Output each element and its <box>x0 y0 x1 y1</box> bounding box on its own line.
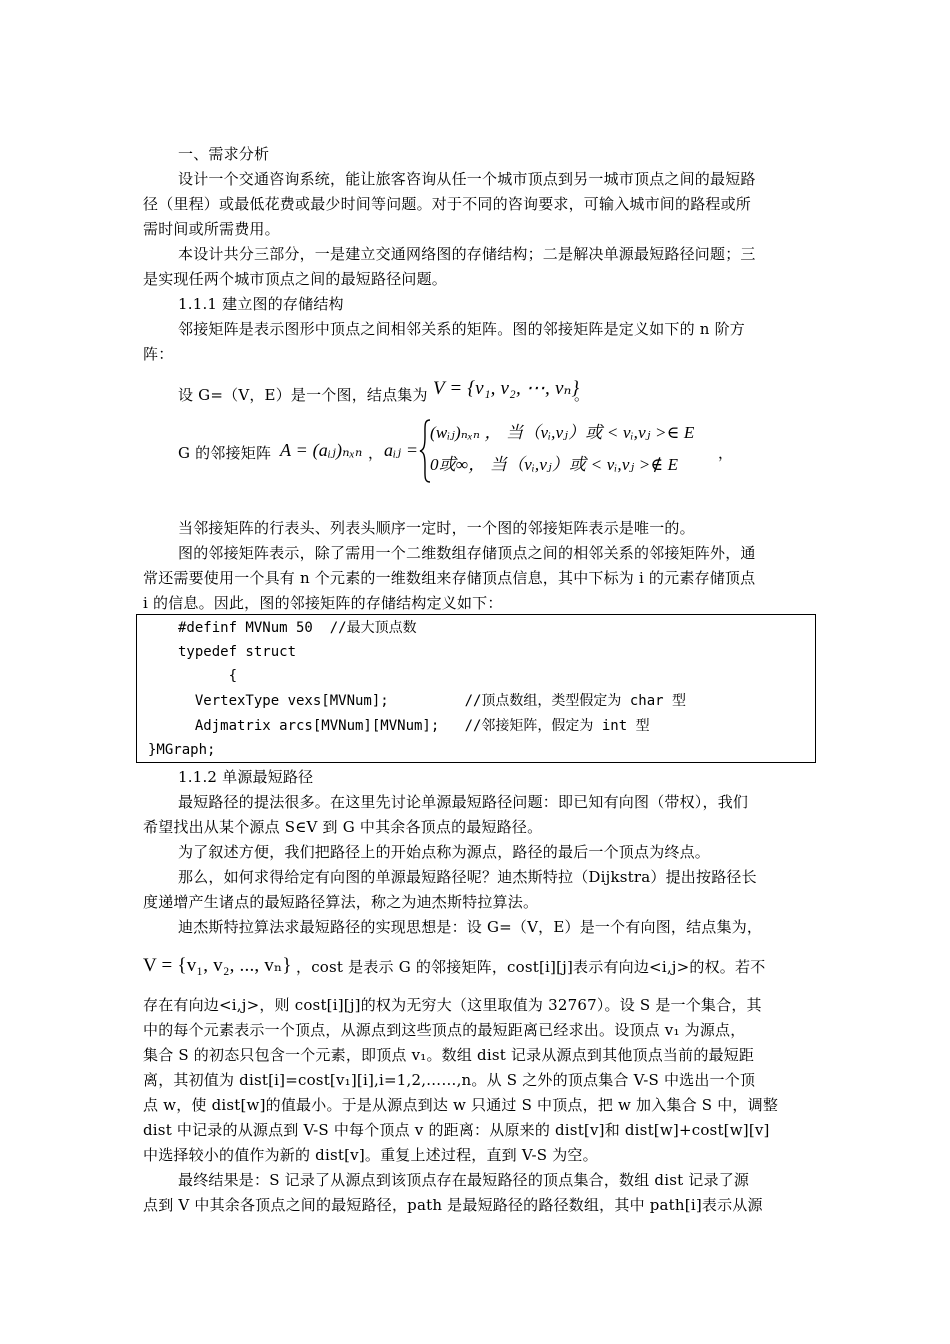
section-heading: 一、需求分析 <box>178 145 270 163</box>
case-line: (wᵢⱼ)ₙₓₙ ， 当（vᵢ,vⱼ）或 < vᵢ,vⱼ >∈ E <box>430 423 695 442</box>
paragraph-line: 集合 S 的初态只包含一个元素，即顶点 v₁。数组 dist 记录从源点到其他顶点当前的最短距 <box>143 1046 755 1064</box>
formula-separator: ， <box>368 444 384 462</box>
code-line: Adjmatrix arcs[MVNum][MVNum]; //邻接矩阵，假定为 int 型 <box>178 718 650 734</box>
paragraph-line: 离，其初值为 dist[i]=cost[v₁][i],i=1,2,……,n。从 S 之外的顶点集合 V-S 中选出一个顶 <box>143 1071 756 1089</box>
matrix-definition: A = (aᵢⱼ)ₙₓₙ <box>280 440 363 460</box>
code-line: VertexType vexs[MVNum]; //顶点数组，类型假定为 char 型 <box>178 693 687 709</box>
paragraph-line: 为了叙述方便，我们把路径上的开始点称为源点，路径的最后一个顶点为终点。 <box>178 843 711 861</box>
paragraph-line: ，cost 是表示 G 的邻接矩阵，cost[i][j]表示有向边<i,j>的权。若不 <box>296 958 766 976</box>
formula-suffix: 。 <box>574 386 590 404</box>
code-line: { <box>178 668 238 684</box>
paragraph-line: 本设计共分三部分，一是建立交通网络图的存储结构；二是解决单源最短路径问题；三 <box>178 245 756 263</box>
code-line: typedef struct <box>178 644 297 660</box>
formula-prefix: 设 G=（V，E）是一个图，结点集为 <box>178 386 428 404</box>
case-line: 0或∞， 当（vᵢ,vⱼ）或 < vᵢ,vⱼ >∉ E <box>430 455 679 474</box>
subsection-heading: 1.1.2 单源最短路径 <box>178 768 314 786</box>
paragraph-line: 设计一个交通咨询系统，能让旅客咨询从任一个城市顶点到另一城市顶点之间的最短路 <box>178 170 756 188</box>
paragraph-line: 中选择较小的值作为新的 dist[v]。重复上述过程，直到 V-S 为空。 <box>143 1146 598 1164</box>
paragraph-line: 径（里程）或最低花费或最少时间等问题。对于不同的咨询要求，可输入城市间的路程或所 <box>143 195 752 213</box>
paragraph-line: 迪杰斯特拉算法求最短路径的实现思想是：设 G=（V，E）是一个有向图，结点集为， <box>178 918 763 936</box>
paragraph-line: 点到 V 中其余各顶点之间的最短路径，path 是最短路径的路径数组，其中 path[i]表示从源 <box>143 1196 763 1214</box>
formula-suffix: ， <box>718 444 734 462</box>
paragraph-line: 存在有向边<i,j>，则 cost[i][j]的权为无穷大（这里取值为 32767）。设 S 是一个集合，其 <box>143 996 762 1014</box>
paragraph-line: dist 中记录的从源点到 V-S 中每个顶点 v 的距离：从原来的 dist[v]和 dist[w]+cost[w][v] <box>143 1121 770 1139</box>
paragraph-line: 中的每个元素表示一个顶点，从源点到这些顶点的最短距离已经求出。设顶点 v₁ 为源点， <box>143 1021 746 1039</box>
paragraph-line: 当邻接矩阵的行表头、列表头顺序一定时，一个图的邻接矩阵表示是唯一的。 <box>178 519 695 537</box>
formula-prefix: G 的邻接矩阵 <box>178 444 272 462</box>
paragraph-line: 是实现任两个城市顶点之间的最短路径问题。 <box>143 270 448 288</box>
code-line: }MGraph; <box>148 742 216 758</box>
paragraph-line: 最短路径的提法很多。在这里先讨论单源最短路径问题：即已知有向图（带权），我们 <box>178 793 749 811</box>
paragraph-line: 图的邻接矩阵表示，除了需用一个二维数组存储顶点之间的相邻关系的邻接矩阵外，通 <box>178 544 756 562</box>
subsection-heading: 1.1.1 建立图的存储结构 <box>178 295 344 313</box>
vertex-set-formula: V = {v₁, v₂, ..., vₙ} <box>143 955 292 976</box>
paragraph-line: 度递增产生诸点的最短路径算法，称之为迪杰斯特拉算法。 <box>143 893 539 911</box>
paragraph-line: 最终结果是：S 记录了从源点到该顶点存在最短路径的顶点集合，数组 dist 记录了源 <box>178 1171 750 1189</box>
paragraph-line: i 的信息。因此，图的邻接矩阵的存储结构定义如下： <box>143 594 503 612</box>
paragraph-line: 需时间或所需费用。 <box>143 220 280 238</box>
paragraph-line: 常还需要使用一个具有 n 个元素的一维数组来存储顶点信息，其中下标为 i 的元素存储顶点 <box>143 569 756 587</box>
paragraph-line: 点 w，使 dist[w]的值最小。于是从源点到达 w 只通过 S 中顶点，把 w 加入集合 S 中，调整 <box>143 1096 779 1114</box>
code-line: #definf MVNum 50 //最大顶点数 <box>178 620 417 636</box>
paragraph-line: 阵： <box>143 345 174 363</box>
vertex-set-formula: V = {v₁, v₂, ⋯, vₙ} <box>433 378 580 399</box>
paragraph-line: 邻接矩阵是表示图形中顶点之间相邻关系的矩阵。图的邻接矩阵是定义如下的 n 阶方 <box>178 320 746 338</box>
paragraph-line: 那么，如何求得给定有向图的单源最短路径呢？迪杰斯特拉（Dijkstra）提出按路径长 <box>178 868 757 886</box>
paragraph-line: 希望找出从某个源点 S∈V 到 G 中其余各顶点的最短路径。 <box>143 818 543 836</box>
element-definition: aᵢⱼ = <box>384 440 419 460</box>
